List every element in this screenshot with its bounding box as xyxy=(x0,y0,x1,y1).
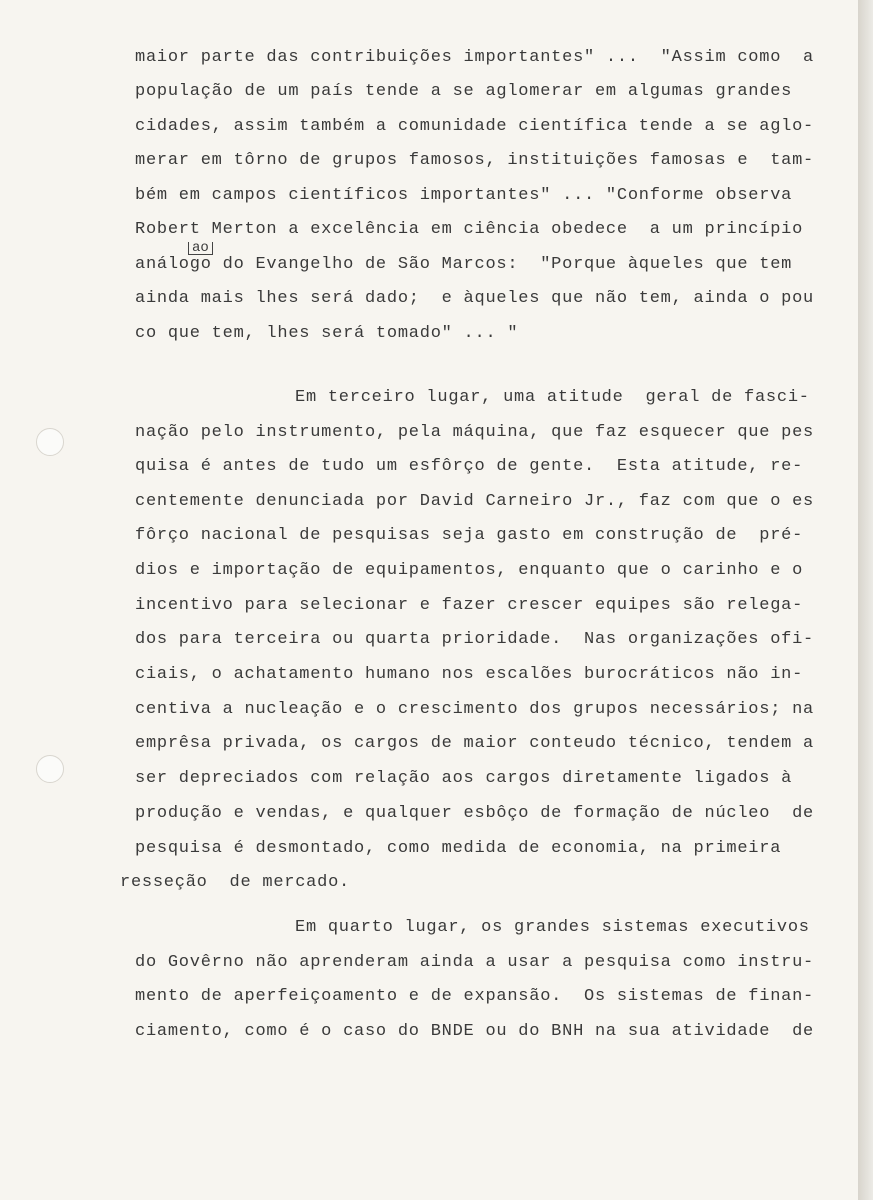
text-line: maior parte das contribuições importantes" ... "Assim como a xyxy=(135,48,815,67)
text-line: fôrço nacional de pesquisas seja gasto em construção de pré- xyxy=(135,526,804,545)
page-edge xyxy=(858,0,873,1200)
text-line: análogo do Evangelho de São Marcos: "Porque àqueles que tem xyxy=(135,255,793,274)
text-line: Em terceiro lugar, uma atitude geral de fasci- xyxy=(295,388,810,407)
text-line: resseção de mercado. xyxy=(120,873,350,892)
text-line: população de um país tende a se aglomerar em algumas grandes xyxy=(135,82,793,101)
text-line: dios e importação de equipamentos, enquanto que o carinho e o xyxy=(135,561,804,580)
text-line: bém em campos científicos importantes" ... "Conforme observa xyxy=(135,186,793,205)
text-line: quisa é antes de tudo um esfôrço de gente. Esta atitude, re- xyxy=(135,457,804,476)
text-line: merar em tôrno de grupos famosos, instituições famosas e tam- xyxy=(135,151,815,170)
text-line: do Govêrno não aprenderam ainda a usar a pesquisa como instru- xyxy=(135,953,815,972)
text-line: centiva a nucleação e o crescimento dos grupos necessários; na xyxy=(135,700,815,719)
text-line: Robert Merton a excelência em ciência obedece a um princípio xyxy=(135,220,804,239)
punch-hole xyxy=(36,428,64,456)
text-line: ciais, o achatamento humano nos escalões burocráticos não in- xyxy=(135,665,804,684)
text-line: dos para terceira ou quarta prioridade. Nas organizações ofi- xyxy=(135,630,815,649)
text-line: pesquisa é desmontado, como medida de economia, na primeira xyxy=(135,839,782,858)
text-line: emprêsa privada, os cargos de maior conteudo técnico, tendem a xyxy=(135,734,815,753)
text-line: nação pelo instrumento, pela máquina, que faz esquecer que pes xyxy=(135,423,815,442)
text-line: ser depreciados com relação aos cargos diretamente ligados à xyxy=(135,769,793,788)
text-line: mento de aperfeiçoamento e de expansão. Os sistemas de finan- xyxy=(135,987,815,1006)
text-line: Em quarto lugar, os grandes sistemas executivos xyxy=(295,918,810,937)
text-line: cidades, assim também a comunidade científica tende a se aglo- xyxy=(135,117,815,136)
punch-hole xyxy=(36,755,64,783)
text-line: ciamento, como é o caso do BNDE ou do BNH na sua atividade de xyxy=(135,1022,815,1041)
text-line: produção e vendas, e qualquer esbôço de formação de núcleo de xyxy=(135,804,815,823)
text-line: co que tem, lhes será tomado" ... " xyxy=(135,324,519,343)
text-line: centemente denunciada por David Carneiro Jr., faz com que o es xyxy=(135,492,815,511)
text-line: incentivo para selecionar e fazer crescer equipes são relega- xyxy=(135,596,804,615)
text-line: ainda mais lhes será dado; e àqueles que não tem, ainda o pou xyxy=(135,289,815,308)
handwritten-insertion: ao xyxy=(188,242,213,255)
